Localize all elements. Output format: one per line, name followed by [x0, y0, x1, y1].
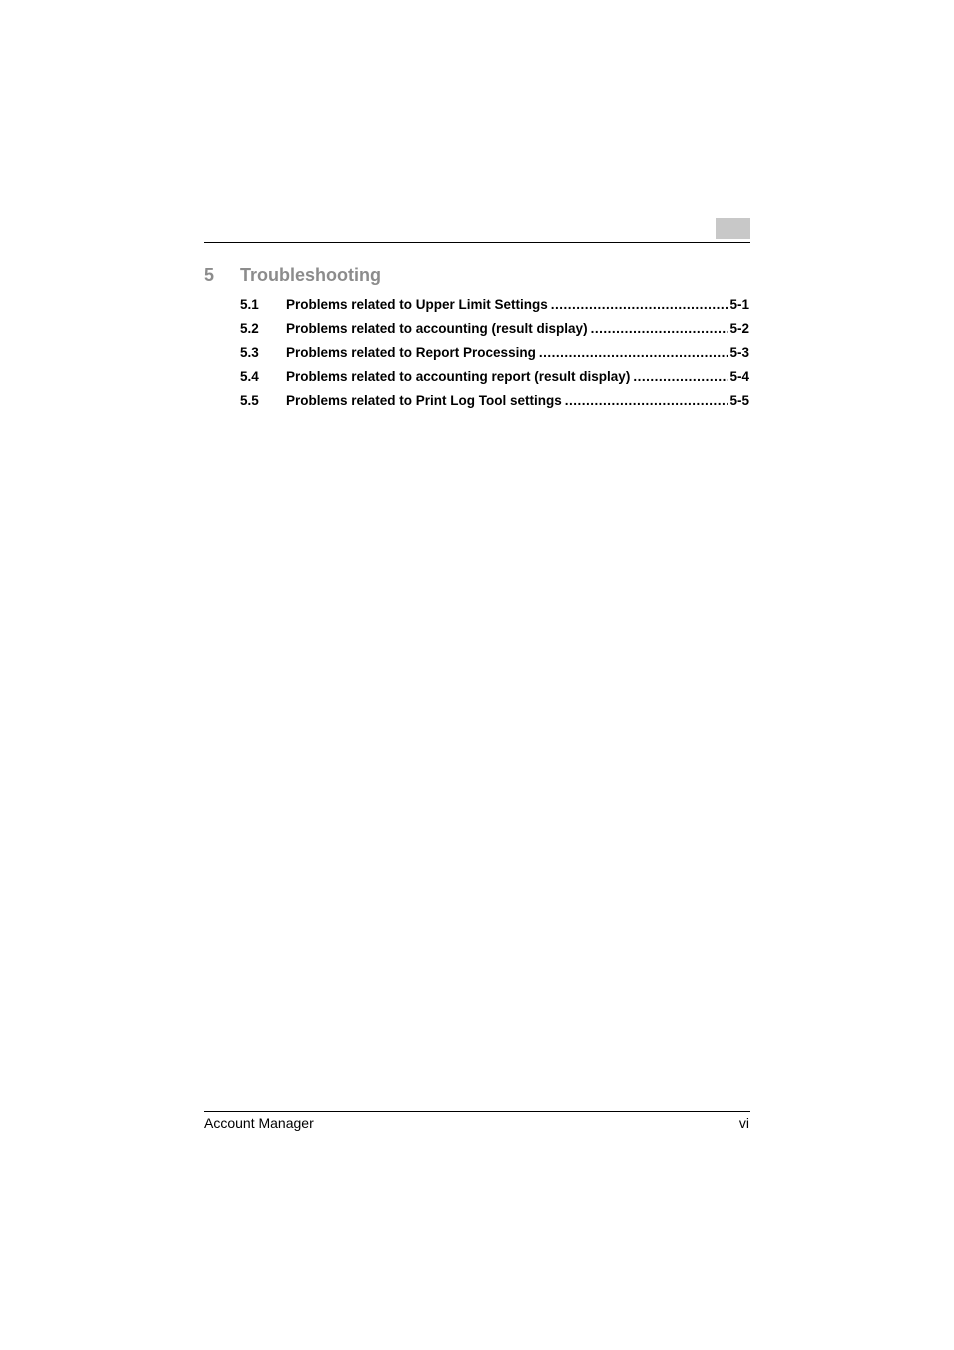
dot-leader — [591, 320, 729, 338]
footer-page-number: vi — [738, 1115, 749, 1131]
toc-entry-body — [286, 392, 749, 410]
toc-entry-page: 5-2 — [729, 321, 749, 336]
toc-entry-body — [286, 296, 749, 314]
toc-entry-page: 5-5 — [729, 393, 749, 408]
toc-entry-title: Problems related to Print Log Tool settings — [286, 393, 562, 408]
toc-entry-5-4[interactable] — [240, 368, 749, 392]
toc-entry-number: 5.2 — [240, 321, 259, 336]
toc-entry-5-5[interactable] — [240, 392, 749, 416]
header-tab — [716, 218, 750, 239]
footer-product-name: Account Manager — [204, 1115, 314, 1131]
footer-rule — [204, 1111, 750, 1112]
toc-entry-number: 5.3 — [240, 345, 259, 360]
toc-entry-5-2[interactable] — [240, 320, 749, 344]
chapter-heading — [204, 265, 750, 289]
toc-entry-body — [286, 344, 749, 362]
toc-entry-body — [286, 320, 749, 338]
toc-entry-number: 5.1 — [240, 297, 259, 312]
toc-entry-title: Problems related to Upper Limit Settings — [286, 297, 548, 312]
dot-leader — [551, 296, 729, 314]
dot-leader — [633, 368, 728, 386]
header-rule — [204, 242, 750, 243]
chapter-title: Troubleshooting — [240, 265, 381, 285]
table-of-contents — [240, 296, 749, 416]
toc-entry-page: 5-4 — [729, 369, 749, 384]
toc-entry-page: 5-3 — [729, 345, 749, 360]
toc-entry-title: Problems related to accounting (result display) — [286, 321, 588, 336]
dot-leader — [565, 392, 729, 410]
chapter-number: 5 — [204, 265, 215, 285]
toc-entry-number: 5.4 — [240, 369, 259, 384]
toc-entry-number: 5.5 — [240, 393, 259, 408]
dot-leader — [539, 344, 729, 362]
toc-entry-title: Problems related to Report Processing — [286, 345, 536, 360]
toc-entry-body — [286, 368, 749, 386]
toc-entry-title: Problems related to accounting report (result display) — [286, 369, 631, 384]
toc-entry-5-3[interactable] — [240, 344, 749, 368]
toc-entry-page: 5-1 — [729, 297, 749, 312]
toc-entry-5-1[interactable] — [240, 296, 749, 320]
